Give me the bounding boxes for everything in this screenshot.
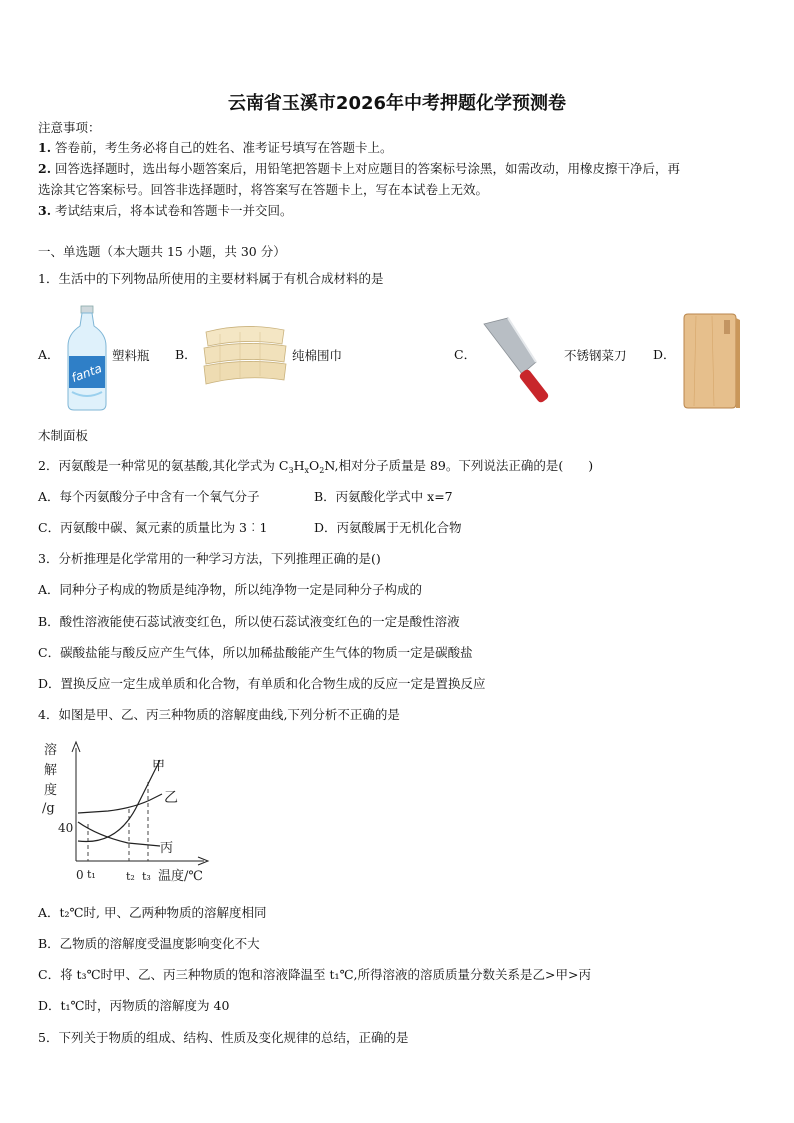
formula xyxy=(279,458,335,473)
formula-element: H xyxy=(293,458,305,473)
option-label: 塑料瓶 xyxy=(112,348,150,363)
formula-subscript: 3 xyxy=(288,466,294,475)
x-tick-label: t₁ xyxy=(87,868,96,881)
x-tick-label: t₃ xyxy=(142,870,151,883)
option-b: B．乙物质的溶解度受温度影响变化不大 xyxy=(38,936,260,951)
option-c: C．将 t₃℃时甲、乙、丙三种物质的饱和溶液降温至 t₁℃,所得溶液的溶质质量分数关系是乙>甲>丙 xyxy=(38,967,591,982)
option-c: C．碳酸盐能与酸反应产生气体，所以加稀盐酸能产生气体的物质一定是碳酸盐 xyxy=(38,645,473,660)
formula-subscript: x xyxy=(304,466,309,475)
option-label: 木制面板 xyxy=(38,428,89,443)
notice-item-text: 答卷前，考生务必将自己的姓名、准考证号填写在答题卡上。 xyxy=(55,140,393,155)
y-axis-label-char: 解 xyxy=(44,763,58,778)
series-yi-label: 乙 xyxy=(164,790,178,806)
option-label: 纯棉围巾 xyxy=(292,348,343,363)
formula-element: N xyxy=(324,458,335,473)
option-label: 不锈钢菜刀 xyxy=(564,348,627,363)
solubility-chart xyxy=(38,736,218,886)
notice-item xyxy=(38,140,393,156)
option-letter: A． xyxy=(38,347,60,362)
section-heading: 一、单选题（本大题共 15 小题，共 30 分） xyxy=(38,244,286,259)
notice-item-number: 1. xyxy=(38,140,52,155)
notice-item-text: 选涂其它答案标号。回答非选择题时，将答案写在答题卡上，写在本试卷上无效。 xyxy=(38,182,489,197)
cotton-scarf-icon xyxy=(200,318,290,394)
stem-text: 2．丙氨酸是一种常见的氨基酸,其化学式为 xyxy=(38,458,279,473)
option-a: A．t₂℃时, 甲、乙两种物质的溶解度相同 xyxy=(38,905,267,920)
notice-item-number: 3. xyxy=(38,203,52,218)
formula-subscript: 2 xyxy=(319,466,325,475)
question-2-stem xyxy=(38,458,593,479)
y-axis-label-char: /g xyxy=(42,801,55,816)
notice-item-number: 2. xyxy=(38,161,52,176)
option-a: A．同种分子构成的物质是纯净物，所以纯净物一定是同种分子构成的 xyxy=(38,582,423,597)
y-axis-label-char: 度 xyxy=(44,783,58,798)
x-tick-label: t₂ xyxy=(126,870,135,883)
y-tick-label: 40 xyxy=(58,821,74,835)
option-a: A．每个丙氨酸分子中含有一个氧气分子 xyxy=(38,489,260,504)
question-5-stem: 5．下列关于物质的组成、结构、性质及变化规律的总结，正确的是 xyxy=(38,1030,409,1045)
option-letter: D． xyxy=(653,347,676,362)
option-d: D．置换反应一定生成单质和化合物，有单质和化合物生成的反应一定是置换反应 xyxy=(38,676,486,691)
plastic-bottle-icon xyxy=(64,304,110,412)
option-c: C．丙氨酸中碳、氮元素的质量比为 3︰1 xyxy=(38,520,268,535)
notice-item-text: 考试结束后，将本试卷和答题卡一并交回。 xyxy=(55,203,293,218)
question-3-stem: 3．分析推理是化学常用的一种学习方法，下列推理正确的是() xyxy=(38,551,381,566)
option-letter: C． xyxy=(454,347,477,362)
question-4-stem: 4．如图是甲、乙、丙三种物质的溶解度曲线,下列分析不正确的是 xyxy=(38,707,400,722)
wooden-board-icon xyxy=(680,312,742,412)
notice-item-continued xyxy=(38,182,488,198)
bottle-logo: fanta xyxy=(69,361,104,385)
y-axis-label-char: 溶 xyxy=(44,743,58,758)
option-d: D．t₁℃时，丙物质的溶解度为 40 xyxy=(38,998,230,1013)
stem-text: ,相对分子质量是 89。下列说法正确的是( ) xyxy=(334,458,594,473)
kitchen-knife-icon xyxy=(478,316,560,404)
option-d: D．丙氨酸属于无机化合物 xyxy=(314,520,462,535)
option-letter: B． xyxy=(175,347,197,362)
x-axis-label: 温度/℃ xyxy=(158,869,203,884)
series-bing-label: 丙 xyxy=(160,841,174,856)
formula-element: O xyxy=(309,458,320,473)
question-1-stem: 1．生活中的下列物品所使用的主要材料属于有机合成材料的是 xyxy=(38,271,384,286)
series-jia-label: 甲 xyxy=(152,759,166,774)
option-b: B．丙氨酸化学式中 x=7 xyxy=(314,489,453,504)
notice-item xyxy=(38,161,680,177)
notice-item-text: 回答选择题时，选出每小题答案后，用铅笔把答题卡上对应题目的答案标号涂黑，如需改动，用橡皮擦干净后，再 xyxy=(55,161,681,176)
notice-heading: 注意事项： xyxy=(38,120,101,135)
formula-element: C xyxy=(278,458,289,473)
origin-label: 0 xyxy=(76,868,84,882)
exam-title: 云南省玉溪市2026年中考押题化学预测卷 xyxy=(227,93,567,114)
series-yi-line xyxy=(78,794,162,813)
option-b: B．酸性溶液能使石蕊试液变红色，所以使石蕊试液变红色的一定是酸性溶液 xyxy=(38,614,460,629)
notice-item xyxy=(38,203,293,219)
